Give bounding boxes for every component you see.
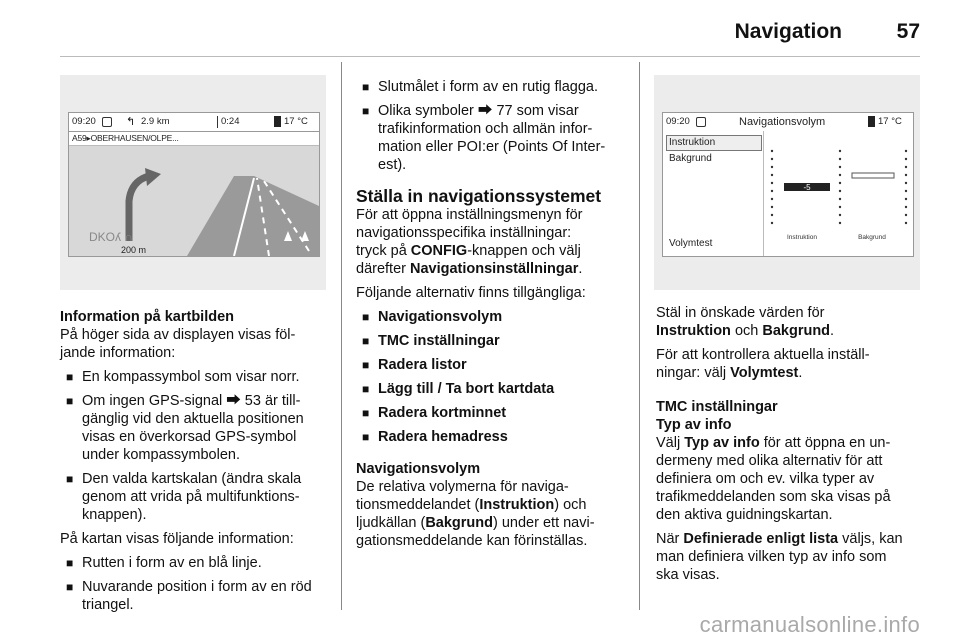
menu-item-instruktion[interactable]: Instruktion <box>666 135 762 151</box>
paragraph-line: Stäl in önskade värden för <box>656 305 825 321</box>
paragraph-line: De relativa volymerna för naviga- <box>356 479 569 495</box>
list-item: ■ Nuvarande position i form av en röd triangel. <box>60 578 328 614</box>
paragraph-line: tionsmeddelandet (Instruktion) och <box>356 497 587 513</box>
column-divider <box>639 62 640 610</box>
page-reference-icon: ⮕ <box>226 393 241 409</box>
thermometer-icon <box>274 116 281 127</box>
compass-icon <box>696 117 706 127</box>
temperature: 17 °C <box>878 116 902 127</box>
menu-option: ■ Lägg till / Ta bort kartdata <box>356 380 626 398</box>
volume-sliders <box>764 131 913 256</box>
list-item: ■ Rutten i form av en blå linje. <box>60 554 328 572</box>
turn-icon: ↰ <box>126 116 136 128</box>
page-reference-icon: ⮕ <box>477 103 493 119</box>
menu-option: ■ Radera hemadress <box>356 428 626 446</box>
map-figure <box>60 75 326 290</box>
column-3 <box>656 304 924 584</box>
paragraph-line: därefter Navigationsinställningar. <box>356 261 583 277</box>
svg-text:DKOʎ ∩: DKOʎ ∩ <box>89 230 133 244</box>
paragraph-line: navigationsspecifika inställningar: <box>356 225 572 241</box>
road-name: A59▸OBERHAUSEN/OLPE... <box>72 133 179 143</box>
clock: 09:20 <box>72 116 96 127</box>
list-item: ■ Den valda kartskalan (ändra skala genom att vrida på multifunktions- knappen). <box>60 470 328 524</box>
paragraph-line: ska visas. <box>656 567 720 583</box>
sub-heading: Navigationsvolym <box>356 461 481 477</box>
column-divider <box>341 62 342 610</box>
menu-option: ■ Navigationsvolym <box>356 308 626 326</box>
menu-option: ■ TMC inställningar <box>356 332 626 350</box>
status-divider <box>217 116 218 128</box>
map-view <box>69 146 319 256</box>
paragraph-line: ljudkällan (Bakgrund) under ett navi- <box>356 515 595 531</box>
paragraph-line: gationsmeddelande kan förinställas. <box>356 533 588 549</box>
list-item: ■ Slutmålet i form av en rutig flagga. <box>356 78 626 96</box>
screen-title: Navigationsvolym <box>739 116 826 128</box>
section-heading: Information på kartbilden <box>60 309 235 325</box>
bakgrund-slider-thumb <box>852 173 894 178</box>
list-item: ■ Olika symboler ⮕ 77 som visar trafikinformation och allmän infor- mation eller POI:er (Points Of Inter- est). <box>356 102 626 174</box>
menu-option: ■ Radera kortminnet <box>356 404 626 422</box>
nav-screen <box>68 112 320 257</box>
menu-option: ■ Radera listor <box>356 356 626 374</box>
page-header <box>0 18 960 58</box>
paragraph-line: Instruktion och Bakgrund. <box>656 323 835 339</box>
paragraph-line: Välj Typ av info för att öppna en un- <box>656 435 891 451</box>
column-2 <box>356 78 626 550</box>
paragraph-line: man definiera vilken typ av info som <box>656 549 887 565</box>
paragraph: På kartan visas följande information: <box>60 531 294 547</box>
paragraph-line: jande information: <box>60 345 176 361</box>
thermometer-icon <box>868 116 875 127</box>
paragraph-line: trafikmeddelanden som ska visas på <box>656 489 891 505</box>
nav-status-bar <box>69 113 319 132</box>
paragraph-line: ningar: välj Volymtest. <box>656 365 803 381</box>
paragraph-line: dermeny med olika alternativ för att <box>656 453 883 469</box>
paragraph: Följande alternativ finns tillgängliga: <box>356 285 586 301</box>
list-item: ■ En kompassymbol som visar norr. <box>60 368 328 386</box>
distance-to-turn: 2.9 km <box>141 116 170 127</box>
menu-item-bakgrund[interactable]: Bakgrund <box>669 153 712 164</box>
watermark: carmanualsonline.info <box>699 612 920 637</box>
paragraph-line: På höger sida av displayen visas föl- <box>60 327 296 343</box>
volume-screen <box>662 112 914 257</box>
map-scale: 200 m <box>121 245 147 255</box>
paragraph-line: definiera om och ev. vilka typer av <box>656 471 875 487</box>
paragraph-line: För att kontrollera aktuella inställ- <box>656 347 870 363</box>
page-number: 57 <box>896 20 920 43</box>
paragraph-line: den aktiva guidningskartan. <box>656 507 833 523</box>
volume-status-bar <box>663 113 913 131</box>
clock: 09:20 <box>666 116 690 127</box>
page-title: Navigation <box>734 20 842 43</box>
header-divider <box>60 56 920 57</box>
sub-heading: TMC inställningar <box>656 399 778 415</box>
sub-heading: Typ av info <box>656 417 732 433</box>
eta: 0:24 <box>221 116 240 127</box>
menu-item-volymtest[interactable]: Volymtest <box>669 238 713 249</box>
volume-figure <box>654 75 920 290</box>
section-heading: Ställa in navigationssystemet <box>356 186 602 206</box>
list-item: ■ Om ingen GPS-signal ⮕ 53 är till- gänglig vid den aktuella positionen visas en överkorsad GPS-symbol under kompassymbolen. <box>60 392 328 464</box>
slider-label-bakgrund: Bakgrund <box>858 234 886 241</box>
slider-label-instruktion: Instruktion <box>787 234 817 241</box>
paragraph-line: tryck på CONFIG-knappen och välj <box>356 243 581 259</box>
volume-menu <box>663 131 764 256</box>
paragraph-line: När Definierade enligt lista väljs, kan <box>656 531 903 547</box>
instruktion-slider-value: -5 <box>803 183 811 192</box>
paragraph-line: För att öppna inställningsmenyn för <box>356 207 583 223</box>
column-1 <box>60 308 328 614</box>
compass-icon <box>102 117 112 127</box>
temperature: 17 °C <box>284 116 308 127</box>
